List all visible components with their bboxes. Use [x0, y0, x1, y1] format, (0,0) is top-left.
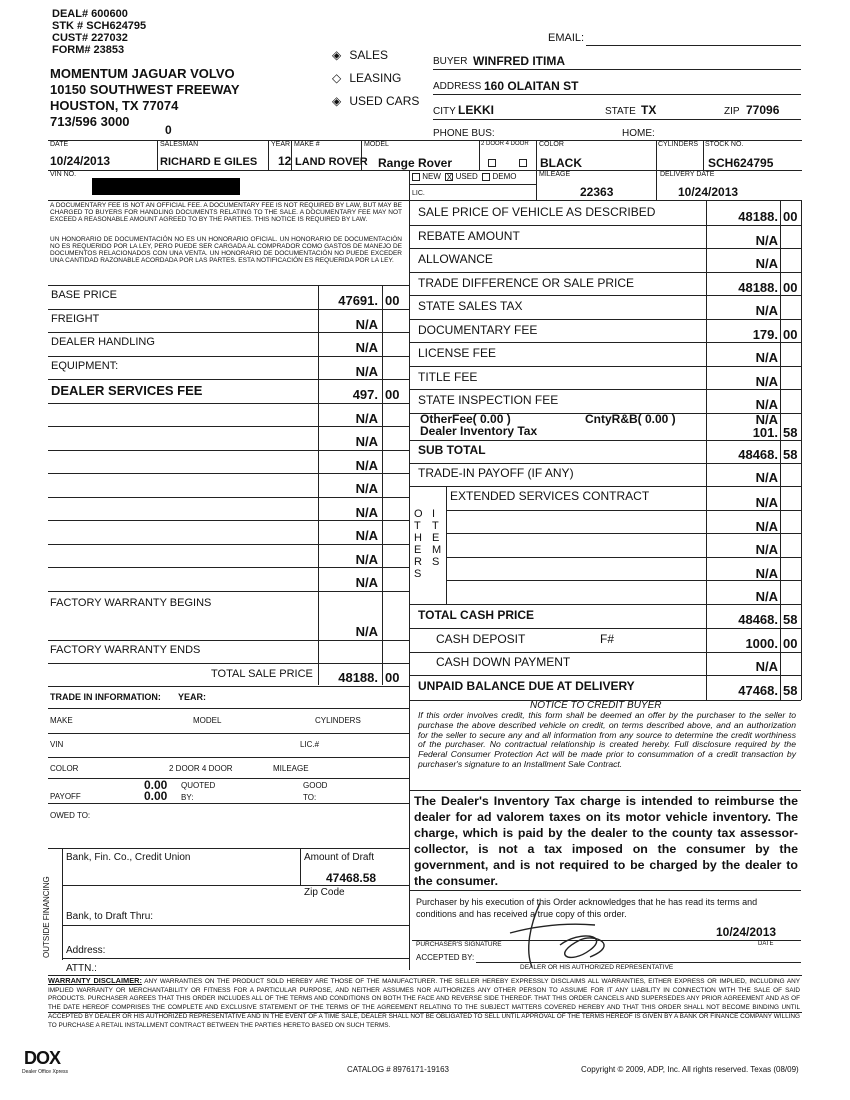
draft-amount: 47468.58 [326, 871, 377, 885]
price-item-amount: N/A [355, 457, 378, 473]
tradein-payoff-label: TRADE-IN PAYOFF (IF ANY) [418, 466, 574, 480]
total-cash-cents: 58 [783, 612, 798, 627]
price-item-cents: 00 [385, 293, 400, 308]
purchaser-signature-scribble [470, 895, 630, 975]
f-number-label: F# [600, 632, 615, 646]
home-label: HOME: [622, 128, 655, 139]
summary-item-label: DOCUMENTARY FEE [418, 322, 538, 337]
buyer-address: 160 OLAITAN ST [484, 79, 579, 93]
subtotal-amount: 48468. [738, 447, 778, 462]
deal-number: DEAL# 600600 [52, 8, 128, 20]
price-item-label: DEALER SERVICES FEE [51, 383, 203, 398]
trade-lic-label: LIC.# [300, 740, 320, 749]
door-label: 2 DOOR 4 DOOR [481, 141, 529, 147]
dox-logo-sub: Dealer Office Xpress [22, 1069, 69, 1075]
price-item-amount: 47691. [338, 293, 378, 308]
summary-item-amount: N/A [755, 232, 778, 248]
quoted-value: 0.00 [144, 778, 168, 792]
inventory-tax-label: Dealer Inventory Tax [420, 424, 538, 438]
factory-warranty-amount: N/A [355, 624, 378, 639]
date-label: DATE [50, 141, 69, 148]
email-label: EMAIL: [548, 32, 585, 44]
dealer-city: HOUSTON, TX 77074 [50, 98, 179, 113]
sale-type-sales[interactable]: ◈ SALES [332, 44, 419, 67]
buyer-name: WINFRED ITIMA [473, 54, 565, 68]
doc-fee-notice-es: UN HONORARIO DE DOCUMENTACIÓN NO ES UN HONORARIO OFICIAL. UN HONORARIO DE DOCUMENTACIÓN NO ES REQUERIDO POR LA LEY, PERO PUEDE SER CARGADA AL COMPRADOR COMO GASTOS DE MANEJO DE DOCUMENTOS RELACIONADOS CON UNA VENTA. UN HONORARIO DE DOCUMENTACIÓN NO PUEDE EXCEDER UNA CANTIDAD RAZONABLE ACORDADA POR LAS PARTES. ESTA NOTIFICACIÓN ES REQUERIDA POR LA LEY. [50, 236, 402, 264]
good-label: GOOD [303, 781, 328, 790]
bank-draft-label: Bank, to Draft Thru: [66, 911, 154, 922]
summary-item-cents: 00 [783, 326, 798, 342]
warranty-disclaimer [48, 977, 800, 1030]
lic-label: LIC. [412, 190, 425, 197]
price-item-amount: 497. [352, 387, 378, 402]
total-sale-price-cents: 00 [385, 670, 400, 685]
factory-warranty-ends: FACTORY WARRANTY ENDS [50, 644, 201, 656]
year-label: YEAR [271, 141, 291, 148]
purchaser-signature-label: PURCHASER'S SIGNATURE [416, 941, 502, 948]
summary-item-label: ALLOWANCE [418, 252, 493, 266]
summary-item-amount: 48188. [738, 279, 778, 295]
mileage-value: 22363 [580, 185, 614, 199]
salesman-name: RICHARD E GILES [160, 156, 258, 168]
others-amount: N/A [755, 518, 778, 534]
trade-in-title: TRADE IN INFORMATION: [50, 692, 161, 702]
city-label: CITY [433, 106, 456, 117]
salesman-label: SALESMAN [160, 141, 199, 148]
vehicle-make: LAND ROVER [295, 156, 368, 168]
cash-down-label: CASH DOWN PAYMENT [436, 655, 571, 669]
trade-vin-label: VIN [50, 740, 64, 749]
sale-date: 10/24/2013 [50, 154, 111, 168]
price-item-amount: N/A [355, 551, 378, 567]
state-label: STATE [605, 106, 636, 117]
buyer-state: TX [641, 103, 657, 117]
summary-item-cents: 00 [783, 209, 798, 224]
other-fee: OtherFee( 0.00 ) [420, 412, 511, 426]
price-item-amount: N/A [355, 481, 378, 496]
summary-item-amount: N/A [755, 373, 778, 389]
price-item-amount: N/A [355, 504, 378, 520]
owed-to-label: OWED TO: [50, 811, 91, 820]
address-label: ADDRESS [433, 81, 482, 92]
trade-cylinders-label: CYLINDERS [315, 716, 361, 725]
price-item-amount: N/A [355, 434, 378, 449]
zip-code-label: Zip Code [304, 887, 345, 898]
trade-model-label: MODEL [193, 716, 222, 725]
trade-make-label: MAKE [50, 716, 73, 725]
subtotal-cents: 58 [783, 447, 798, 462]
payoff-label: PAYOFF [50, 792, 81, 801]
extended-services-label: EXTENDED SERVICES CONTRACT [450, 489, 650, 503]
inventory-tax-cents: 58 [783, 425, 798, 440]
sale-type-used[interactable]: ◈ USED CARS [332, 90, 419, 113]
summary-item-amount: 179. [752, 326, 778, 342]
demo-checkbox[interactable] [482, 173, 490, 181]
total-sale-price-label: TOTAL SALE PRICE [211, 668, 313, 680]
mileage-label: MILEAGE [539, 171, 571, 178]
unpaid-balance-cents: 58 [783, 683, 798, 698]
model-label: MODEL [364, 141, 389, 148]
unpaid-balance-amount: 47468. [738, 683, 778, 698]
doc-fee-notice-en: A DOCUMENTARY FEE IS NOT AN OFFICIAL FEE. A DOCUMENTARY FEE IS NOT REQUIRED BY LAW, BUT MAY BE CHARGED TO BUYERS FOR HANDLING DOCUMENTS RELATING TO THE SALE. A DOCUMENTARY FEE MAY NOT EXCEED A REASONABLE AMOUNT AGREED TO BY THE PARTIES. THIS NOTICE IS REQUIRED BY LAW. [50, 202, 402, 223]
vehicle-year: 12 [278, 154, 292, 168]
make-label: MAKE # [294, 141, 320, 148]
other-fee-amount: N/A [755, 412, 778, 427]
others-amount: N/A [755, 542, 778, 557]
vin-redacted [92, 178, 240, 195]
summary-item-amount: N/A [755, 303, 778, 318]
price-item-label: BASE PRICE [51, 289, 118, 301]
by-value: 0.00 [144, 789, 168, 803]
warranty-disclaimer-text: ANY WARRANTIES ON THE PRODUCT SOLD HEREBY ARE THOSE OF THE MANUFACTURER. THE SELLER HEREBY EXPRESSLY DISCLAIMS ALL WARRANTIES, EITHER EXPRESS OR IMPLIED, INCLUDING ANY IMPLIED WARRANTY OR MERCHANTABILITY OR FITNESS FOR A PARTICULAR PURPOSE, AND NEITHER ASSUMES NOR AUTHORIZES ANY OTHER PERSON TO ASSUME FOR IT ANY LIABILITY IN CONNECTION WITH THE SALE OF SAID PRODUCTS. PURCHASER AGREES THAT THIS ORDER INCLUDES ALL OF THE TERMS AND CONDITIONS ON BOTH THE FACE AND REVERSE SIDE THEREOF. THAT THIS ORDER CANCELS AND SUPERSEDES ANY PRIOR AGREEMENT AND AS OF THE DATE HEREOF COMPRISES THE COMPLETE AND EXCLUSIVE STATEMENT OF THE TERMS OF THE AGREEMENT RELATING TO THE SUBJECT MATTERS COVERED HEREBY AND THAT THIS ORDER SHALL NOT BECOME BINDING UNTIL ACCEPTED BY DEALER OR HIS AUTHORIZED REPRESENTATIVE AND IN THE EVENT OF A TIME SALE, DEALER SHALL NOT BE OBLIGATED TO SELL UNTIL APPROVAL OF THE TERMS HEREOF IS GIVEN BY A BANK OR FINANCE COMPANY WILLING TO PURCHASE A RETAIL INSTALLMENT CONTRACT BETWEEN THE PARTIES HERETO BASED ON SUCH TERMS. [48, 978, 800, 1029]
cash-deposit-label: CASH DEPOSIT [436, 632, 526, 646]
cash-deposit-amount: 1000. [745, 636, 778, 651]
credit-notice-text: If this order involves credit, this form shall be deemed an offer by the purchaser to the seller to purchase the above described vehicle on credit, on terms described above, and an authorization for the seller to secure any and all information from any source to determine the credit worthiness of the purchaser. No contractual relationship is created hereby. Full disclosure required by the Federal Consumer Protection Act will be made prior to consummation of a credit transaction by purchaser's signature to an Installment Sale Contract. [418, 710, 796, 769]
stock-number-value: SCH624795 [708, 156, 774, 170]
quoted-label: QUOTED [181, 781, 216, 790]
price-item-amount: N/A [355, 316, 378, 332]
price-item-amount: N/A [355, 410, 378, 426]
vehicle-color: BLACK [540, 156, 582, 170]
diamond-checked-icon: ◈ [332, 48, 342, 62]
warranty-disclaimer-title: WARRANTY DISCLAIMER: [48, 976, 142, 985]
dealer-name: MOMENTUM JAGUAR VOLVO [50, 66, 235, 81]
summary-item-amount: N/A [755, 350, 778, 365]
dealer-phone: 713/596 3000 [50, 114, 130, 129]
others-amount: N/A [755, 589, 778, 604]
summary-item-amount: 48188. [738, 209, 778, 224]
others-amount: N/A [755, 495, 778, 510]
used-checkbox[interactable]: X [446, 172, 453, 182]
acknowledgement-text: Purchaser by his execution of this Order acknowledges that he has read its terms and conditions and has received a true copy of this order. [416, 897, 758, 919]
buyer-city: LEKKI [458, 103, 494, 117]
summary-item-label: REBATE AMOUNT [418, 228, 520, 243]
factory-warranty-begins: FACTORY WARRANTY BEGINS [50, 597, 212, 609]
customer-number: CUST# 227032 [52, 32, 128, 44]
trade-mileage-label: MILEAGE [273, 764, 309, 773]
subtotal-label: SUB TOTAL [418, 443, 486, 457]
diamond-checked-icon: ◈ [332, 94, 342, 108]
to-label: TO: [303, 793, 317, 802]
outside-financing-label: OUTSIDE FINANCING [42, 876, 51, 958]
unpaid-balance-label: UNPAID BALANCE DUE AT DELIVERY [418, 679, 635, 693]
address-financing-label: Address: [66, 945, 106, 956]
price-item-label: EQUIPMENT: [51, 359, 119, 372]
summary-item-amount: N/A [755, 256, 778, 271]
zip-label: ZIP [724, 106, 740, 117]
total-sale-price: 48188. [338, 670, 378, 685]
phone-bus-label: PHONE BUS: [433, 128, 495, 139]
new-checkbox[interactable] [412, 173, 420, 181]
color-label: COLOR [539, 141, 564, 148]
total-cash-label: TOTAL CASH PRICE [418, 608, 535, 622]
summary-item-label: SALE PRICE OF VEHICLE AS DESCRIBED [418, 205, 656, 219]
inventory-tax-amount: 101. [752, 425, 778, 440]
attn-label: ATTN.: [66, 963, 97, 974]
vin-label: VIN NO. [50, 171, 77, 178]
summary-item-cents: 00 [783, 279, 798, 295]
stock-number: STK # SCH624795 [52, 20, 147, 32]
bank-label: Bank, Fin. Co., Credit Union [66, 852, 191, 863]
dealer-block [50, 66, 240, 130]
trade-in-year: YEAR: [178, 692, 207, 702]
tradein-payoff-amount: N/A [755, 470, 778, 485]
inventory-tax-notice: The Dealer's Inventory Tax charge is intended to reimburse the dealer for ad valorem taxes on its motor vehicle inventory. The charge, which is paid by the dealer to the county tax assessor-collector, is not a tax imposed on the consumer by the government, and is not required to be charged by the dealer to the consumer. [414, 794, 798, 888]
dealer-rep-label: DEALER OR HIS AUTHORIZED REPRESENTATIVE [520, 964, 674, 971]
dealer-street: 10150 SOUTHWEST FREEWAY [50, 82, 240, 97]
summary-item-label: TRADE DIFFERENCE OR SALE PRICE [418, 275, 635, 290]
sale-type-options [332, 44, 419, 113]
deal-info [52, 8, 146, 56]
buyer-label: BUYER [433, 56, 468, 67]
summary-item-amount: N/A [755, 397, 778, 412]
sale-type-leasing[interactable]: ◇ LEASING [332, 67, 419, 90]
county-fee: CntyR&B( 0.00 ) [585, 412, 676, 426]
summary-item-label: TITLE FEE [418, 369, 478, 384]
summary-item-label: LICENSE FEE [418, 346, 497, 360]
price-item-label: FREIGHT [51, 312, 100, 325]
diamond-icon: ◇ [332, 71, 342, 85]
draft-amount-label: Amount of Draft [304, 852, 375, 863]
condition-options: NEW X USED DEMO [412, 172, 517, 181]
cash-down-amount: N/A [755, 659, 778, 674]
by-label: BY: [181, 793, 194, 802]
vehicle-model: Range Rover [378, 156, 453, 170]
price-item-amount: N/A [355, 528, 378, 543]
credit-notice-title: NOTICE TO CREDIT BUYER [530, 700, 662, 711]
summary-item-label: STATE SALES TAX [418, 299, 523, 313]
total-cash-amount: 48468. [738, 612, 778, 627]
trade-color-label: COLOR [50, 764, 79, 773]
cash-deposit-cents: 00 [783, 636, 798, 651]
four-door-checkbox[interactable] [519, 159, 527, 167]
delivery-date: 10/24/2013 [678, 185, 739, 199]
others-amount: N/A [755, 565, 778, 581]
trade-door-label: 2 DOOR 4 DOOR [169, 764, 233, 773]
items-vertical: I T E M S [432, 508, 442, 568]
others-vertical: O T H E R S [414, 508, 423, 580]
dealer-zero: 0 [165, 123, 172, 137]
two-door-checkbox[interactable] [488, 159, 496, 167]
dox-logo: DOX [24, 1048, 61, 1068]
stock-label: STOCK NO. [705, 141, 744, 148]
buyer-zip: 77096 [746, 103, 780, 117]
form-number: FORM# 23853 [52, 44, 125, 56]
copyright: Copyright © 2009, ADP, Inc. All rights reserved. Texas (08/09) [581, 1065, 799, 1074]
cylinders-label: CYLINDERS [658, 141, 699, 148]
accepted-by-label: ACCEPTED BY: [416, 953, 475, 962]
signature-date: 10/24/2013 [716, 925, 777, 939]
price-item-amount: N/A [355, 575, 378, 590]
date-caption: DATE [758, 941, 774, 947]
price-item-amount: N/A [355, 363, 378, 379]
catalog-number: CATALOG # 8976171-19163 [347, 1065, 449, 1074]
price-item-amount: N/A [355, 340, 378, 355]
price-item-cents: 00 [385, 387, 400, 402]
price-item-label: DEALER HANDLING [51, 336, 155, 348]
delivery-label: DELIVERY DATE [660, 171, 715, 178]
summary-item-label: STATE INSPECTION FEE [418, 393, 559, 407]
